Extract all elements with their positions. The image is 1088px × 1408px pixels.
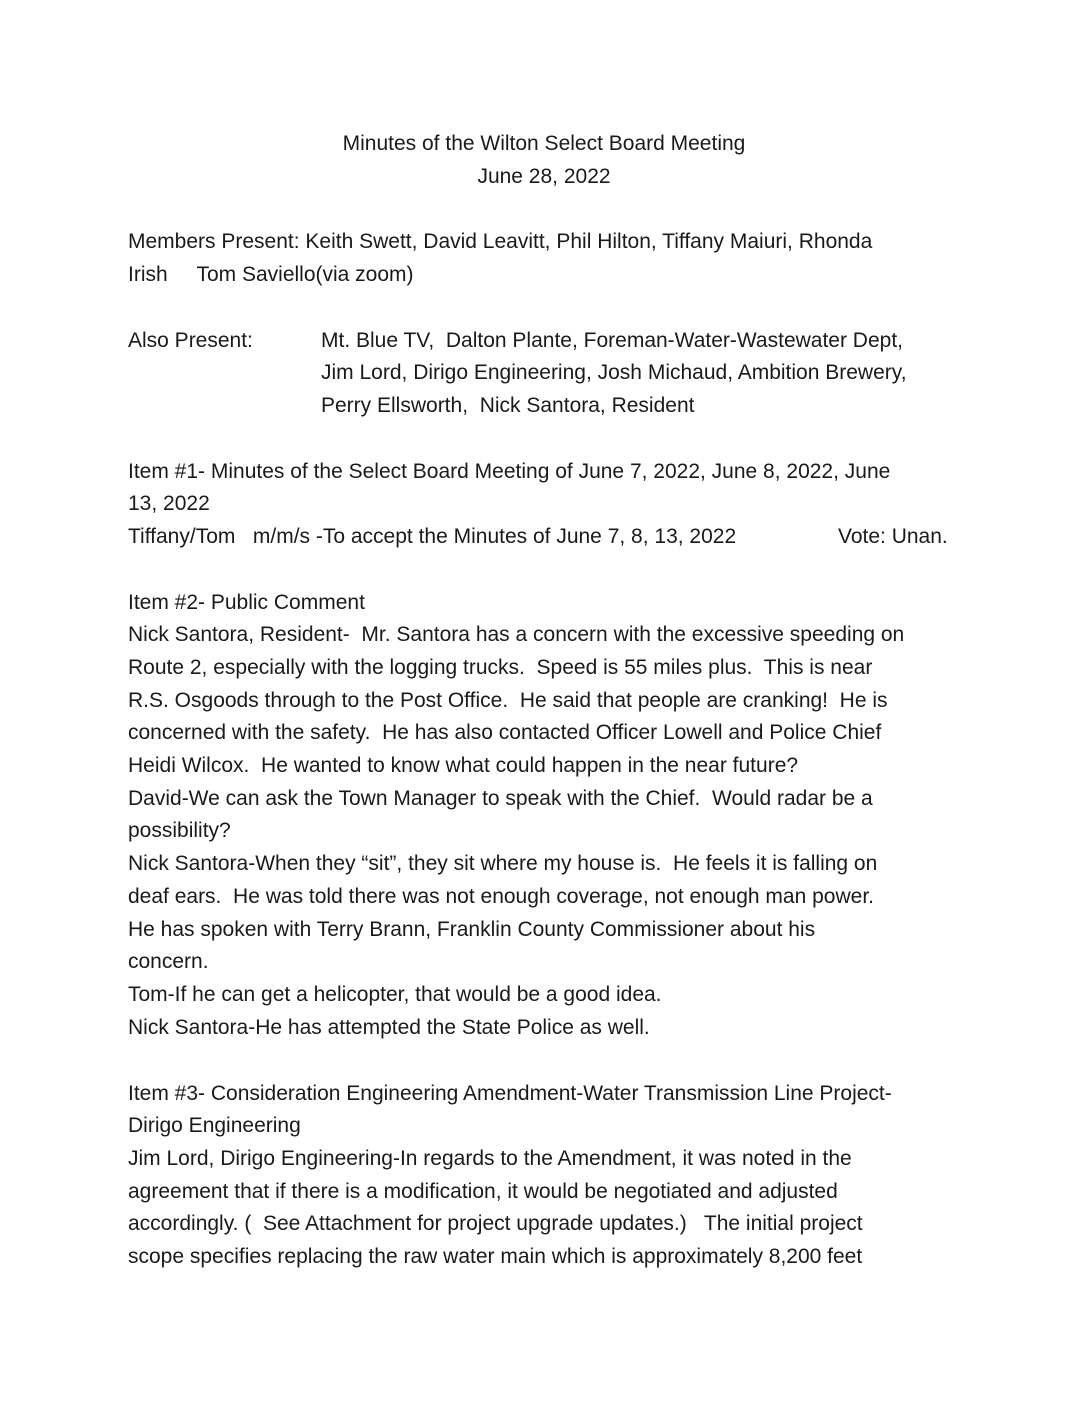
members-present-line: Irish Tom Saviello(via zoom) <box>128 263 414 286</box>
item2-paragraph-line: He has spoken with Terry Brann, Franklin County Commissioner about his <box>128 918 816 941</box>
item2-paragraph-line: Nick Santora-He has attempted the State Police as well. <box>128 1016 650 1039</box>
item3-paragraph-line: Jim Lord, Dirigo Engineering-In regards to the Amendment, it was noted in the <box>128 1147 852 1170</box>
document-title: Minutes of the Wilton Select Board Meeting <box>342 132 746 155</box>
item2-paragraph-line: R.S. Osgoods through to the Post Office. He said that people are cranking! He is <box>128 689 888 712</box>
also-present-line: Perry Ellsworth, Nick Santora, Resident <box>321 394 695 417</box>
item3-paragraph-line: accordingly. ( See Attachment for project upgrade updates.) The initial project <box>128 1212 863 1235</box>
meeting-date: June 28, 2022 <box>477 165 611 188</box>
item1-motion: Tiffany/Tom m/m/s -To accept the Minutes of June 7, 8, 13, 2022 <box>128 525 737 548</box>
item3-paragraph-line: scope specifies replacing the raw water main which is approximately 8,200 feet <box>128 1245 863 1268</box>
members-present-line: Members Present: Keith Swett, David Leavitt, Phil Hilton, Tiffany Maiuri, Rhonda <box>128 230 873 253</box>
item2-paragraph-line: Tom-If he can get a helicopter, that would be a good idea. <box>128 983 662 1006</box>
item2-paragraph-line: concerned with the safety. He has also contacted Officer Lowell and Police Chief <box>128 721 882 744</box>
item2-paragraph-line: Nick Santora-When they “sit”, they sit where my house is. He feels it is falling on <box>128 852 878 875</box>
item2-paragraph-line: concern. <box>128 950 209 973</box>
item1-heading: Item #1- Minutes of the Select Board Meeting of June 7, 2022, June 8, 2022, June <box>128 460 891 483</box>
item3-heading: Dirigo Engineering <box>128 1114 301 1137</box>
item2-paragraph-line: possibility? <box>128 819 231 842</box>
also-present-label: Also Present: <box>128 329 253 352</box>
item1-heading: 13, 2022 <box>128 492 210 515</box>
also-present-line: Mt. Blue TV, Dalton Plante, Foreman-Water-Wastewater Dept, <box>321 329 904 352</box>
item3-heading: Item #3- Consideration Engineering Amendment-Water Transmission Line Project- <box>128 1082 892 1105</box>
item3-paragraph-line: agreement that if there is a modification, it would be negotiated and adjusted <box>128 1180 838 1203</box>
item2-paragraph-line: deaf ears. He was told there was not enough coverage, not enough man power. <box>128 885 874 908</box>
item2-paragraph-line: Nick Santora, Resident- Mr. Santora has a concern with the excessive speeding on <box>128 623 905 646</box>
item2-paragraph-line: David-We can ask the Town Manager to speak with the Chief. Would radar be a <box>128 787 873 810</box>
item1-vote: Vote: Unan. <box>838 525 948 548</box>
item2-paragraph-line: Heidi Wilcox. He wanted to know what could happen in the near future? <box>128 754 799 777</box>
item2-heading: Item #2- Public Comment <box>128 591 365 614</box>
also-present-line: Jim Lord, Dirigo Engineering, Josh Michaud, Ambition Brewery, <box>321 361 907 384</box>
item2-paragraph-line: Route 2, especially with the logging trucks. Speed is 55 miles plus. This is near <box>128 656 873 679</box>
